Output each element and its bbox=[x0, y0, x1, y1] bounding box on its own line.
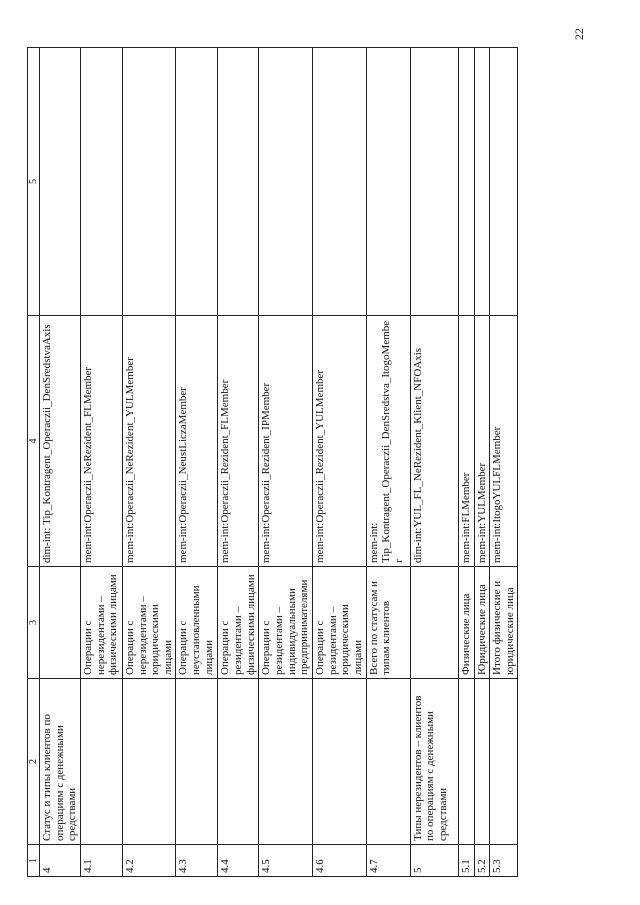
status-cell bbox=[122, 679, 176, 845]
member-cell: mem-int:Operaczii_Rezident_IPMember bbox=[259, 316, 313, 567]
table-row bbox=[218, 48, 259, 877]
empty-cell bbox=[80, 48, 122, 316]
table-row bbox=[312, 48, 366, 877]
row-number-cell: 4.4 bbox=[218, 845, 259, 877]
empty-cell bbox=[474, 48, 490, 316]
operation-cell: Юридические лица bbox=[474, 567, 490, 679]
status-cell bbox=[218, 679, 259, 845]
operation-cell: Операции с нерезидентами – физическими лицами bbox=[80, 567, 122, 679]
column-header: 4 bbox=[28, 316, 40, 567]
table-row bbox=[40, 48, 81, 877]
member-cell: dim-int:YUL_FL_NeRezident_Klient_NFOAxis bbox=[410, 316, 458, 567]
operation-cell: Операции с резидентами – юридическими лицами bbox=[312, 567, 366, 679]
status-cell bbox=[474, 679, 490, 845]
table-row bbox=[474, 48, 490, 877]
status-cell: Типы нерезидентов – клиентов по операциям с денежными средствами bbox=[410, 679, 458, 845]
member-cell: mem-int:Operaczii_Rezident_FLMember bbox=[218, 316, 259, 567]
status-cell bbox=[80, 679, 122, 845]
member-cell: mem-int:Operaczii_Rezident_YULMember bbox=[312, 316, 366, 567]
row-number-cell: 4 bbox=[40, 845, 81, 877]
row-number-cell: 5.3 bbox=[490, 845, 518, 877]
empty-cell bbox=[458, 48, 474, 316]
table-row bbox=[458, 48, 474, 877]
operation-cell: Всего по статусам и типам клиентов bbox=[366, 567, 410, 679]
member-cell: dim-int: Tip_Kontragent_Operaczii_DenSredstvaAxis bbox=[40, 316, 81, 567]
table-row bbox=[366, 48, 410, 877]
status-cell bbox=[312, 679, 366, 845]
row-number-cell: 5 bbox=[410, 845, 458, 877]
row-number-cell: 5.1 bbox=[458, 845, 474, 877]
member-cell: mem-int:YULMember bbox=[474, 316, 490, 567]
column-header: 5 bbox=[28, 48, 40, 316]
empty-cell bbox=[366, 48, 410, 316]
operation-cell: Операции с нерезидентами – юридическими лицами bbox=[122, 567, 176, 679]
table-header-row bbox=[28, 48, 40, 877]
rotated-table-container bbox=[27, 48, 516, 877]
row-number-cell: 4.2 bbox=[122, 845, 176, 877]
status-cell bbox=[366, 679, 410, 845]
table-row bbox=[176, 48, 218, 877]
table-row bbox=[410, 48, 458, 877]
table-row bbox=[80, 48, 122, 877]
empty-cell bbox=[40, 48, 81, 316]
member-cell: mem-int:Operaczii_NeustLiczaMember bbox=[176, 316, 218, 567]
member-cell: mem-int:Operaczii_NeRezident_YULMember bbox=[122, 316, 176, 567]
table-row bbox=[122, 48, 176, 877]
column-header: 3 bbox=[28, 567, 40, 679]
column-header: 1 bbox=[28, 845, 40, 877]
operation-cell: Итого физические и юридические лица bbox=[490, 567, 518, 679]
row-number-cell: 4.3 bbox=[176, 845, 218, 877]
page-number: 22 bbox=[572, 28, 586, 40]
operation-cell bbox=[40, 567, 81, 679]
table-row bbox=[259, 48, 313, 877]
status-cell: Статус и типы клиентов по операциям с денежными средствами bbox=[40, 679, 81, 845]
row-number-cell: 4.7 bbox=[366, 845, 410, 877]
data-table bbox=[27, 47, 518, 877]
member-cell: mem-int: Tip_Kontragent_Operaczii_DenSredstva_ItogoMember bbox=[366, 316, 410, 567]
operation-cell: Физические лица bbox=[458, 567, 474, 679]
empty-cell bbox=[410, 48, 458, 316]
empty-cell bbox=[218, 48, 259, 316]
empty-cell bbox=[490, 48, 518, 316]
status-cell bbox=[458, 679, 474, 845]
row-number-cell: 4.6 bbox=[312, 845, 366, 877]
status-cell bbox=[490, 679, 518, 845]
operation-cell bbox=[410, 567, 458, 679]
status-cell bbox=[176, 679, 218, 845]
row-number-cell: 4.1 bbox=[80, 845, 122, 877]
row-number-cell: 5.2 bbox=[474, 845, 490, 877]
member-cell: mem-int:ItogoYULFLMember bbox=[490, 316, 518, 567]
empty-cell bbox=[176, 48, 218, 316]
column-header: 2 bbox=[28, 679, 40, 845]
operation-cell: Операции с резидентами – индивидуальными предпринимателями bbox=[259, 567, 313, 679]
status-cell bbox=[259, 679, 313, 845]
row-number-cell: 4.5 bbox=[259, 845, 313, 877]
operation-cell: Операции с резидентами – физическими лицами bbox=[218, 567, 259, 679]
member-cell: mem-int:Operaczii_NeRezident_FLMember bbox=[80, 316, 122, 567]
empty-cell bbox=[312, 48, 366, 316]
table-row bbox=[490, 48, 518, 877]
member-cell: mem-int:FLMember bbox=[458, 316, 474, 567]
table-body bbox=[40, 48, 518, 877]
empty-cell bbox=[122, 48, 176, 316]
empty-cell bbox=[259, 48, 313, 316]
operation-cell: Операции с неустановленными лицами bbox=[176, 567, 218, 679]
